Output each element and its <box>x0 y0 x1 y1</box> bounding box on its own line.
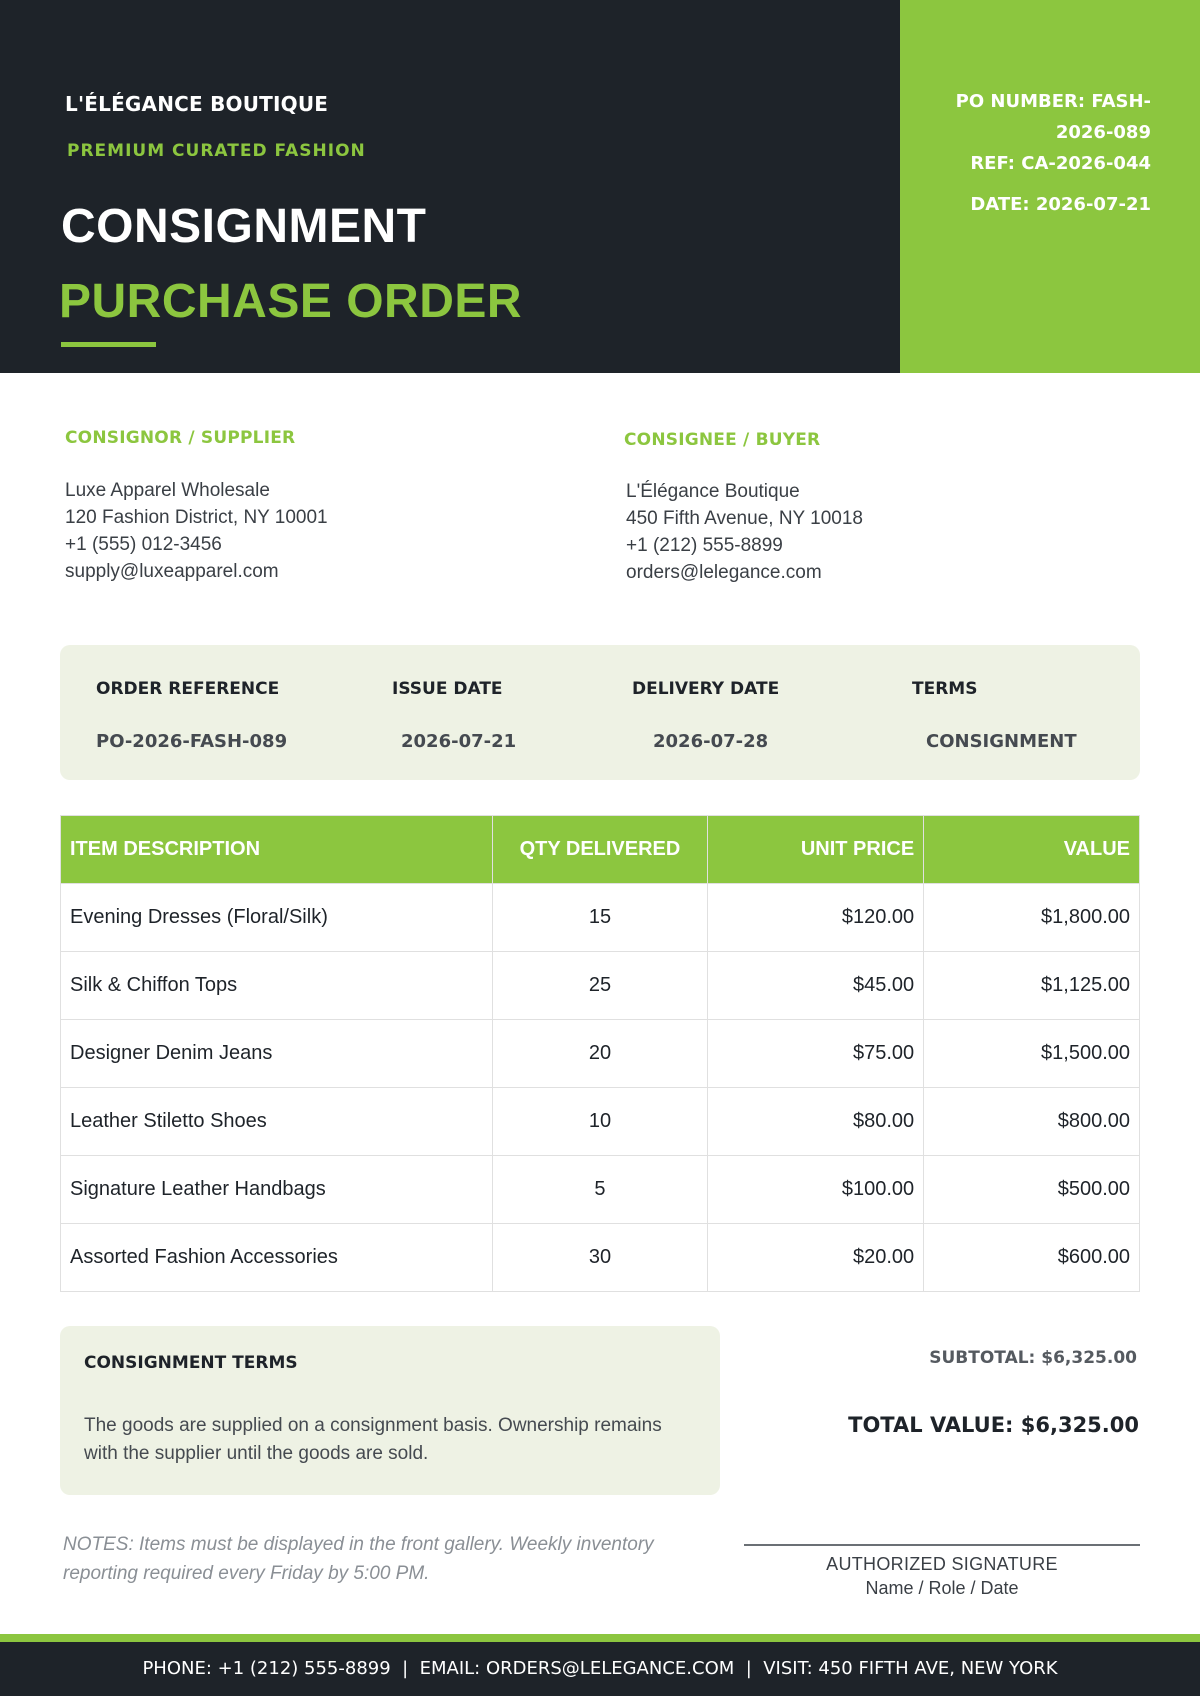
item-description: Designer Denim Jeans <box>61 1020 493 1088</box>
consignor-address: 120 Fashion District, NY 10001 <box>65 507 328 528</box>
item-unit-price: $120.00 <box>708 884 924 952</box>
issue-date-label: ISSUE DATE <box>392 679 503 699</box>
consignee-phone: +1 (212) 555-8899 <box>626 535 783 556</box>
signature-label: AUTHORIZED SIGNATURE <box>826 1554 1058 1574</box>
table-header-row <box>61 816 1140 884</box>
consignee-section <box>624 430 1044 586</box>
item-qty: 20 <box>492 1020 708 1088</box>
brand-tagline: PREMIUM CURATED FASHION <box>67 141 366 161</box>
po-info-panel <box>900 0 1200 373</box>
terms-label: TERMS <box>912 679 978 699</box>
consignor-section <box>65 428 485 585</box>
footer-contact: PHONE: +1 (212) 555-8899 | EMAIL: ORDERS@LELEGANCE.COM | VISIT: 450 FIFTH AVE, NEW YORK <box>0 1642 1200 1696</box>
item-value: $1,125.00 <box>924 952 1140 1020</box>
item-value: $800.00 <box>924 1088 1140 1156</box>
consignor-phone: +1 (555) 012-3456 <box>65 534 222 555</box>
po-date: DATE: 2026-07-21 <box>970 194 1151 215</box>
item-value: $1,500.00 <box>924 1020 1140 1088</box>
delivery-date-label: DELIVERY DATE <box>632 679 780 699</box>
item-qty: 25 <box>492 952 708 1020</box>
consignor-heading: CONSIGNOR / SUPPLIER <box>65 428 296 448</box>
table-row <box>61 1156 1140 1224</box>
consignment-terms-text: The goods are supplied on a consignment basis. Ownership remains with the supplier until the goods are sold. <box>84 1415 662 1464</box>
consignee-heading: CONSIGNEE / BUYER <box>624 430 821 450</box>
terms-value: CONSIGNMENT <box>926 731 1077 752</box>
consignor-name: Luxe Apparel Wholesale <box>65 480 270 501</box>
title-underline <box>61 342 156 347</box>
consignee-name: L'Élégance Boutique <box>626 481 800 502</box>
item-description: Evening Dresses (Floral/Silk) <box>61 884 493 952</box>
item-unit-price: $45.00 <box>708 952 924 1020</box>
consignor-email: supply@luxeapparel.com <box>65 561 279 582</box>
item-qty: 15 <box>492 884 708 952</box>
delivery-date-value: 2026-07-28 <box>653 731 769 752</box>
notes: NOTES: Items must be displayed in the front gallery. Weekly inventory reporting required every Friday by 5:00 PM. <box>63 1534 654 1584</box>
signature-line <box>744 1544 1140 1546</box>
footer-accent-stripe <box>0 1634 1200 1642</box>
item-value: $500.00 <box>924 1156 1140 1224</box>
item-description: Signature Leather Handbags <box>61 1156 493 1224</box>
items-table <box>60 815 1140 1292</box>
po-number-line2: 2026-089 <box>1055 122 1151 143</box>
item-value: $600.00 <box>924 1224 1140 1292</box>
brand-name: L'ÉLÉGANCE BOUTIQUE <box>65 92 329 116</box>
item-description: Silk & Chiffon Tops <box>61 952 493 1020</box>
consignment-terms-box <box>60 1326 720 1495</box>
order-reference-value: PO-2026-FASH-089 <box>96 731 288 752</box>
document-title-line1: CONSIGNMENT <box>61 200 427 253</box>
table-row <box>61 952 1140 1020</box>
table-row <box>61 884 1140 952</box>
column-header-qty: QTY DELIVERED <box>492 816 708 884</box>
issue-date-value: 2026-07-21 <box>401 731 517 752</box>
item-unit-price: $75.00 <box>708 1020 924 1088</box>
item-value: $1,800.00 <box>924 884 1140 952</box>
order-reference-label: ORDER REFERENCE <box>96 679 280 699</box>
column-header-unit-price: UNIT PRICE <box>708 816 924 884</box>
item-description: Leather Stiletto Shoes <box>61 1088 493 1156</box>
column-header-value: VALUE <box>924 816 1140 884</box>
total-value: TOTAL VALUE: $6,325.00 <box>848 1413 1139 1437</box>
subtotal: SUBTOTAL: $6,325.00 <box>929 1348 1137 1368</box>
item-qty: 5 <box>492 1156 708 1224</box>
signature-sublabel: Name / Role / Date <box>865 1578 1019 1598</box>
item-description: Assorted Fashion Accessories <box>61 1224 493 1292</box>
column-header-description: ITEM DESCRIPTION <box>61 816 493 884</box>
table-row <box>61 1224 1140 1292</box>
item-qty: 30 <box>492 1224 708 1292</box>
table-row <box>61 1020 1140 1088</box>
item-unit-price: $100.00 <box>708 1156 924 1224</box>
ref-number: REF: CA-2026-044 <box>970 153 1151 174</box>
po-number-block <box>901 86 1151 179</box>
order-info-box <box>60 645 1140 780</box>
item-qty: 10 <box>492 1088 708 1156</box>
item-unit-price: $80.00 <box>708 1088 924 1156</box>
consignee-email: orders@lelegance.com <box>626 562 822 583</box>
consignee-address: 450 Fifth Avenue, NY 10018 <box>626 508 863 529</box>
document-title-line2: PURCHASE ORDER <box>59 275 523 328</box>
item-unit-price: $20.00 <box>708 1224 924 1292</box>
table-row <box>61 1088 1140 1156</box>
po-number-line1: PO NUMBER: FASH- <box>955 91 1151 112</box>
consignment-terms-heading: CONSIGNMENT TERMS <box>84 1353 298 1373</box>
